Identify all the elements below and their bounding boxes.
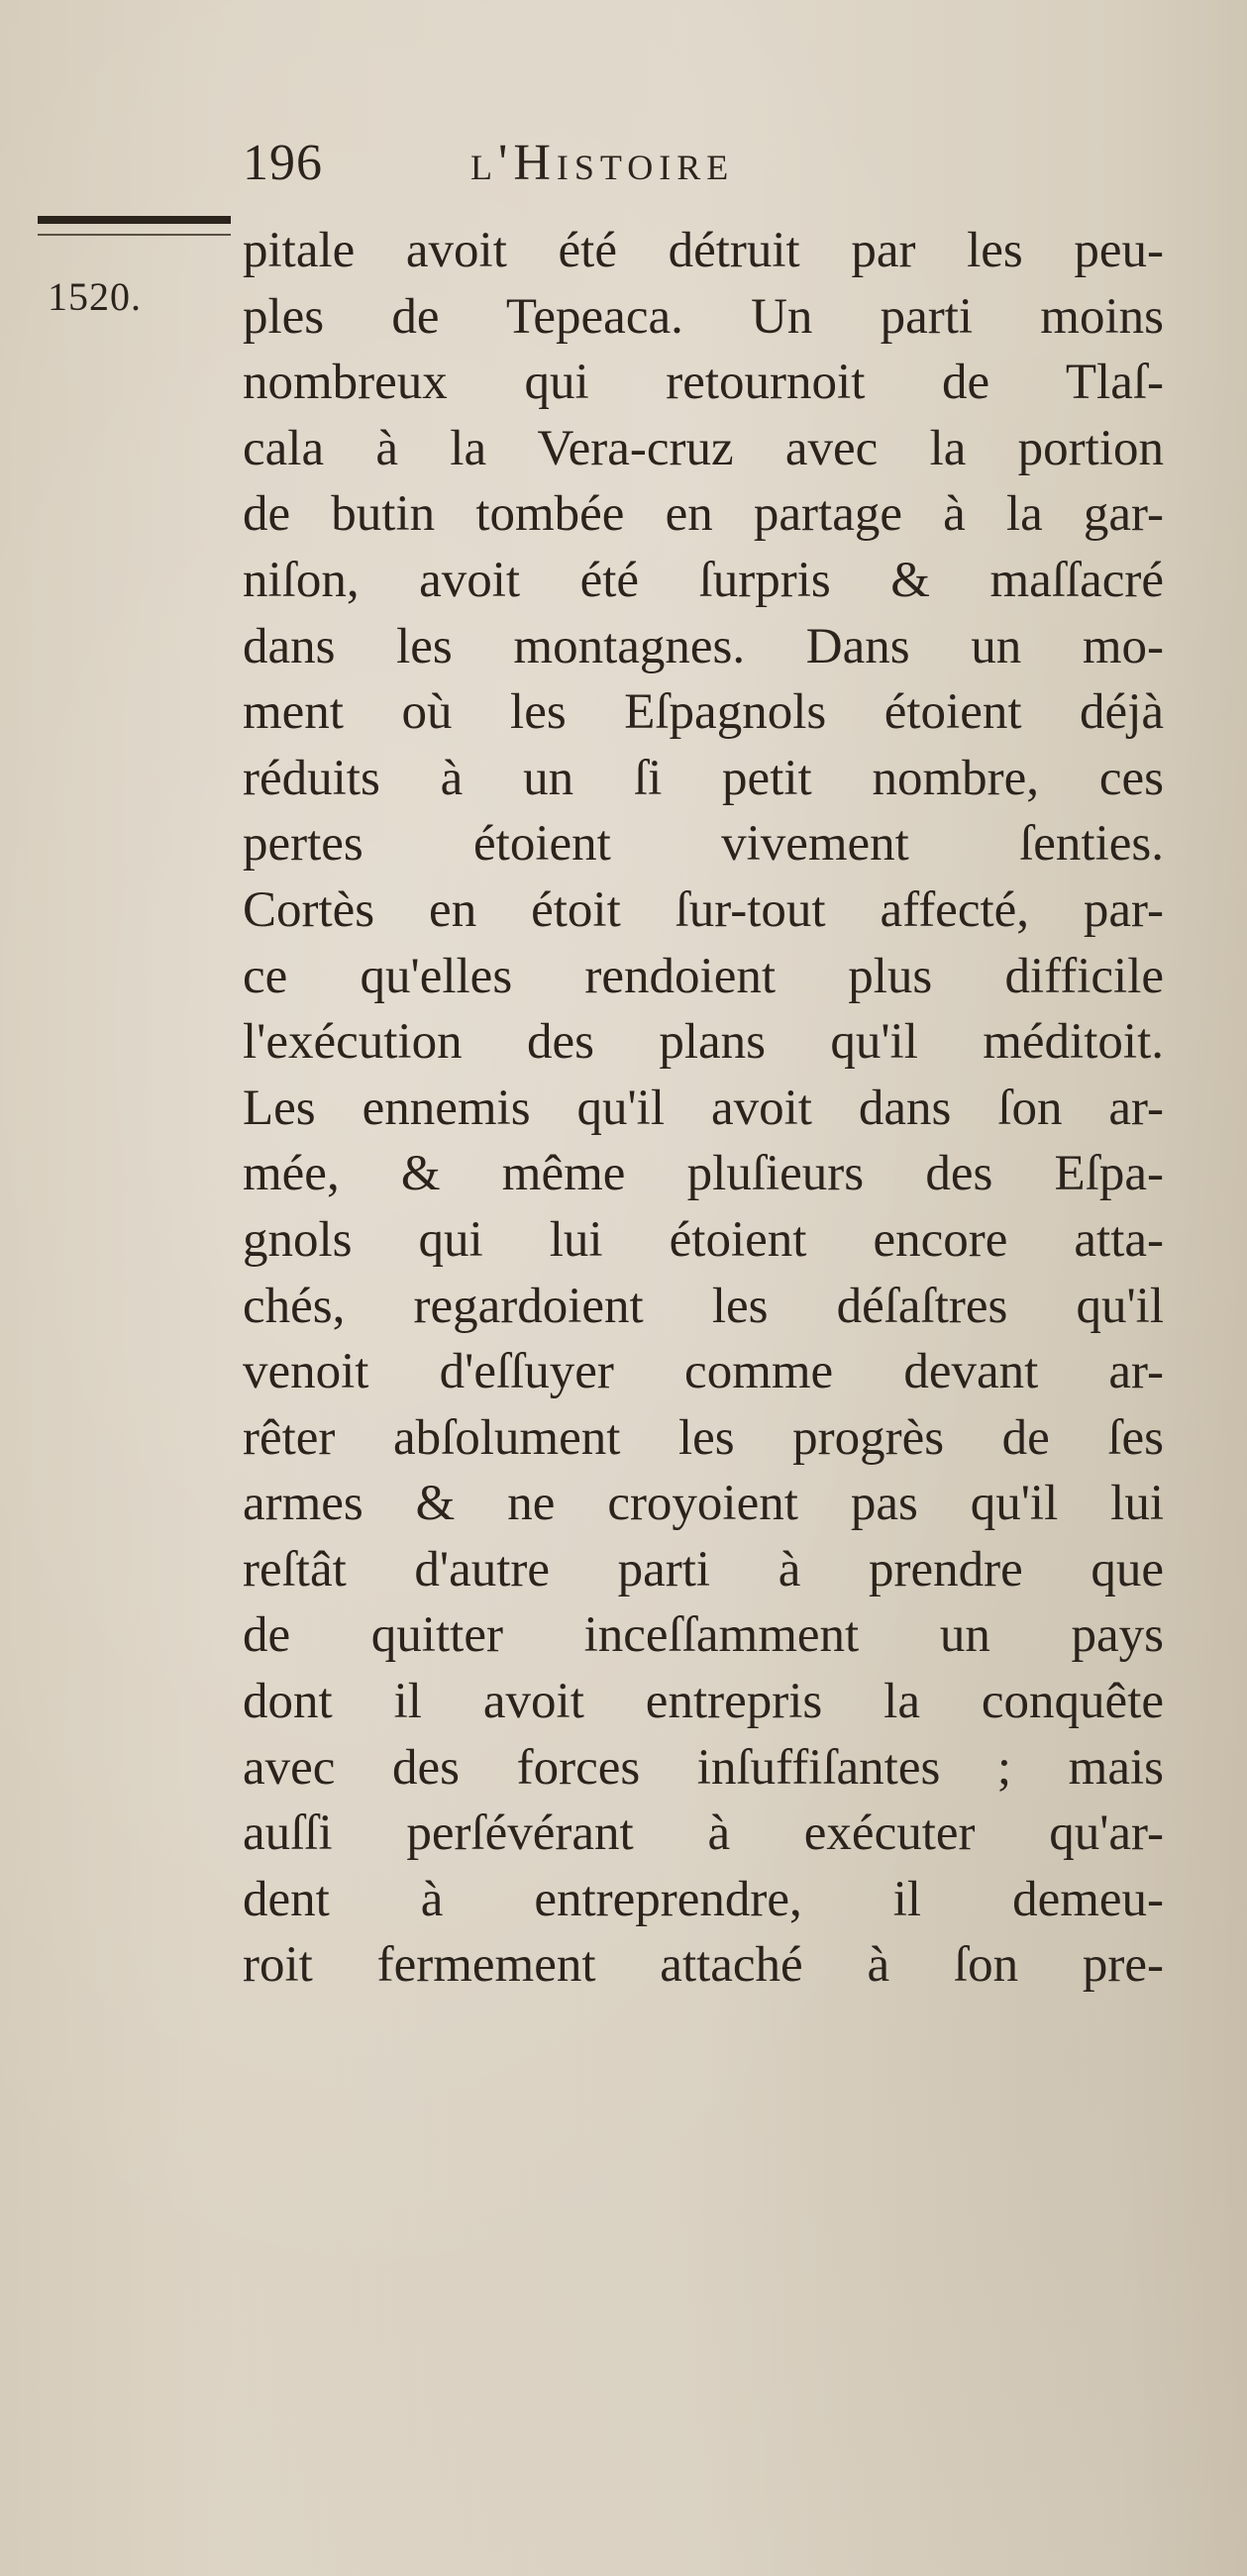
body-text [243, 218, 1164, 1999]
text-line: Les ennemis qu'il avoit dans ſon ar- [243, 1080, 1164, 1136]
text-line: venoit d'eſſuyer comme devant ar- [243, 1344, 1164, 1400]
text-line: de butin tombée en partage à la gar- [243, 486, 1164, 543]
text-line: avec des forces inſuffiſantes ; mais [243, 1739, 1164, 1796]
text-line: niſon, avoit été ſurpris & maſſacré [243, 552, 1164, 608]
text-line: dent à entreprendre, il demeu- [243, 1871, 1164, 1927]
text-line: ples de Tepeaca. Un parti moins [243, 288, 1164, 345]
text-line: mée, & même pluſieurs des Eſpa- [243, 1146, 1164, 1202]
text-line: réduits à un ſi petit nombre, ces [243, 750, 1164, 806]
text-line: Cortès en étoit ſur-tout affecté, par- [243, 881, 1164, 938]
text-line: dans les montagnes. Dans un mo- [243, 618, 1164, 674]
text-line: gnols qui lui étoient encore atta- [243, 1211, 1164, 1268]
text-line: armes & ne croyoient pas qu'il lui [243, 1476, 1164, 1532]
text-line: reſtât d'autre parti à prendre que [243, 1541, 1164, 1597]
text-line: pitale avoit été détruit par les peu- [243, 223, 1164, 278]
text-line: pertes étoient vivement ſenties. [243, 816, 1164, 873]
text-line: ment où les Eſpagnols étoient déjà [243, 684, 1164, 741]
text-line: chés, regardoient les déſaſtres qu'il [243, 1278, 1164, 1334]
page-number: 196 [243, 135, 323, 191]
text-line: ce qu'elles rendoient plus difficile [243, 948, 1164, 1004]
text-line: roit fermement attaché à ſon pre- [243, 1937, 1164, 1994]
text-line: l'exécution des plans qu'il méditoit. [243, 1014, 1164, 1071]
running-head: l'Histoire [470, 135, 735, 191]
text-line: auſſi perſévérant à exécuter qu'ar- [243, 1805, 1164, 1862]
page-header [243, 129, 936, 198]
text-line: rêter abſolument les progrès de ſes [243, 1409, 1164, 1466]
margin-rule-thin [38, 234, 231, 236]
text-line: cala à la Vera-cruz avec la portion [243, 420, 1164, 476]
text-line: de quitter inceſſamment un pays [243, 1607, 1164, 1664]
text-line: dont il avoit entrepris la conquête [243, 1674, 1164, 1730]
margin-year: 1520. [48, 274, 142, 319]
margin-rule [38, 216, 231, 224]
text-line: nombreux qui retournoit de Tlaſ- [243, 355, 1164, 411]
